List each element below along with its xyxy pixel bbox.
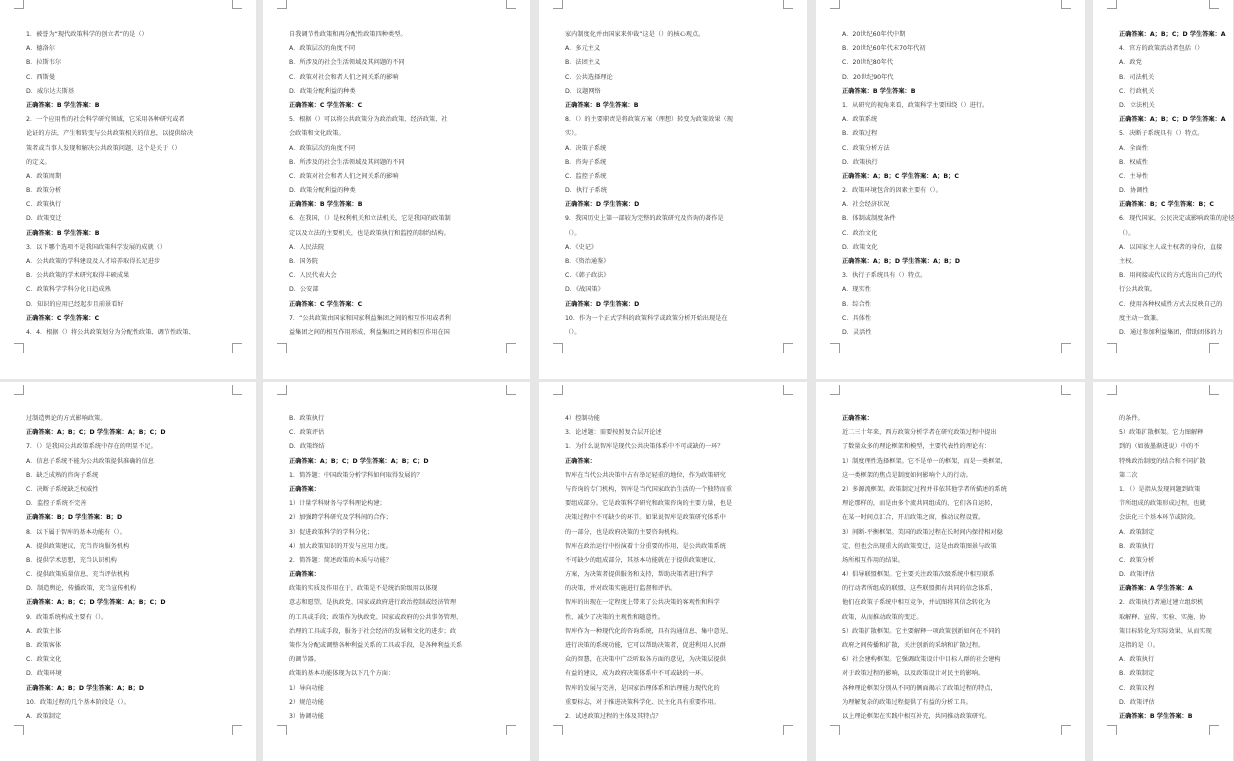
crop-mark-tr [783,0,793,9]
text-line: 3．论述题：需要按照复合层开论述 [565,429,662,437]
text-line: B．国务院 [289,258,318,265]
text-line: 正确答案：B 学生答案：B [26,101,100,109]
text-line: C．政策对社会和者人们之间关系的影响 [289,172,399,180]
crop-mark-bl [830,725,840,735]
text-line: B．政策执行 [289,415,325,422]
text-line: 正确答案：B 学生答案：B [26,229,100,237]
crop-mark-tl [277,385,287,395]
text-line: B．所涉及的社会生活领域及其问题的不同 [289,59,405,67]
text-line: D．政策文化 [842,243,878,251]
text-line: 正确答案：A；B；C；D 学生答案：A [1119,31,1226,38]
crop-mark-bl [14,343,24,353]
text-line: 9．政策系统构成主要有（）。 [26,613,108,621]
text-line: 第二次 [1119,471,1138,479]
text-line: 益集团之间的相互作用形成，利益集团之间的相互作用在国 [289,328,450,336]
text-line: 正确答案：A；B；C；D 学生答案：A；B；C；D [26,429,166,437]
text-line: 正确答案：B 学生答案：B [842,87,916,95]
crop-mark-br [783,725,793,735]
crop-mark-br [232,725,242,735]
crop-mark-bl [14,725,24,735]
text-line: D．灵活性 [842,328,872,336]
text-line: A．《史记》 [565,243,598,251]
text-line: A．政策主体 [26,627,62,635]
text-line: 正确答案：B 学生答案：B [1119,712,1193,720]
crop-mark-tl [553,0,563,9]
text-line: 智库的出现在一定程度上带来了公共决策的客观性和科学 [565,599,720,607]
text-line: D．政策分配利益的种类 [289,187,356,195]
text-line: 10．作为一个正式学科的政策科学或政策分析开始出现是在 [565,314,728,322]
text-line: 过制造舆论的方式影响政策。 [26,415,107,422]
text-line: 这指的是（）。 [1119,642,1160,649]
text-line: 定，但也会出现重大的政策变迁，这是由政策图景与政策 [842,542,997,550]
text-line: 正确答案： [565,457,596,465]
text-line: 理论那样的，而是由多个流共同组成的，它们各自运转， [842,500,997,508]
text-line: 9．我国历史上第一部较为完整的政策研究及咨询的著作是 [565,215,724,223]
crop-mark-bl [1107,725,1117,735]
text-line: 1．从研究的视角来看，政策科学主要围绕（）进行。 [842,101,989,109]
crop-mark-tl [830,385,840,395]
text-line: A．政策执行 [1119,656,1155,664]
text-line: 2．政策执行者通过建立组织机 [1119,599,1204,607]
text-line: A．政策层次的角度不同 [289,45,356,53]
text-line: C．《韩子政法》 [565,272,610,280]
text-line: C．提供政策质量信息，充当评估机构 [26,571,130,579]
text-line: 论证的方法，产生和转变与公共政策相关的信息，以提供给决 [26,130,194,138]
text-line: 性，减少了决策的主观性和随意性。 [565,613,664,621]
text-line: 正确答案：A；B；C；D 学生答案：A [1119,116,1226,124]
crop-mark-br [506,725,516,735]
text-line: 策作为分配或调整各种利益关系的工具或手段，是各种利益关系 [289,642,463,649]
text-line: C．政治文化 [842,229,878,237]
text-line: A．德洛尔 [26,45,55,53]
text-line: A．政策周期 [26,172,62,180]
text-line: A．政策系统 [842,116,878,124]
text-line: 正确答案：B 学生答案：B [565,101,639,109]
text-line: 策者或当事人发现和解决公共政策问题，这个是关于（） [26,144,181,152]
text-line: 有益的建议，成为政府决策体系中不可或缺的一环。 [565,670,708,678]
text-line: 会法化三个基本环节或阶段。 [1119,514,1200,522]
crop-mark-bl [830,343,840,353]
text-line: 的条件。 [1119,415,1144,422]
text-line: C．具体性 [842,314,872,322]
text-line: （）。 [1119,229,1135,237]
text-line: C．监控子系统 [565,172,607,180]
crop-mark-bl [553,343,563,353]
text-line: 10．政策过程的几个基本阶段是（）。 [26,698,130,706]
text-line: D．《战国策》 [565,286,604,294]
text-line: C．政策文化 [26,656,62,664]
text-line: 2）加强跨学科研究及学科间的合作； [289,514,392,522]
text-line: 自我调节性政策和再分配性政策四种类型。 [289,31,407,38]
text-line: C．政策评估 [289,429,325,437]
crop-mark-tr [506,0,516,9]
text-line: 7．“公共政策由国家和国家利益集团之间的相互作用或者利 [289,314,451,322]
text-line: 不可缺少的组成部分，其基本功能就在于提供政策建议、 [565,556,720,564]
text-line: B．拉斯韦尔 [26,59,62,67]
text-line: 决策过程中不可缺少的环节。如果说智库是政策研究体系中 [565,514,726,522]
document-page [539,0,807,379]
crop-mark-br [1209,725,1219,735]
text-line: 近二三十年来，西方政策分析学者在研究政策过程中提出 [842,429,997,437]
text-line: 政策，从而推动政策的变迁。 [842,613,923,621]
text-line: 正确答案：C 学生答案：C [26,314,100,322]
text-line: 在某一时间点汇合，开启政策之窗，推动议程设置。 [842,514,985,522]
text-line: 众的智慧，在决策中广泛听取各方面的意见，为决策层提供 [565,656,726,664]
text-line: 的决策，并对政策实施进行监督和评估。 [565,585,677,593]
text-line: 了数量众多的理论框架和模型，主要代表性的理论有： [842,443,991,451]
text-line: 到的（如彼墨渐进说）中的不 [1119,443,1200,451]
text-line: 1）导向功能 [289,684,324,692]
text-line: 1）制度理性选择框架。它不是单一的框架，而是一类框架， [842,457,1007,465]
crop-mark-br [232,343,242,353]
text-line: 的行动者所组成的联盟，这些联盟拥有共同的信念体系， [842,585,997,593]
text-line: 正确答案：A；B；D 学生答案：A；B；D [842,258,961,265]
text-line: 2．政策环境包含的因素主要有（）。 [842,187,942,195]
document-page [816,0,1085,379]
crop-mark-br [506,343,516,353]
text-line: 对于政策过程的影响，以及政策设计对民主的影响。 [842,670,985,678]
document-page [0,382,256,761]
text-line: 政策的实质及作用在于，政策是不是统治阶级用以体现 [289,585,438,593]
text-line: C．公共选择理论 [565,73,613,81]
crop-mark-tl [277,0,287,9]
text-line: D．协调性 [1119,187,1149,195]
text-line: D．议题网络 [565,87,601,95]
text-line: 2．试述政策过程的主体及其特点？ [565,712,662,720]
text-line: 度主动一致兼。 [1119,314,1163,322]
text-line: 3）间断-平衡框架。美国的政策过程在长时间内保持相对稳 [842,528,1003,536]
document-page [816,382,1085,761]
text-line: 4）倡导联盟框架。它主要关注政策次级系统中相互联系 [842,571,995,579]
text-line: 正确答案：A；B；C；D 学生答案：A；B；C；D [289,457,429,465]
text-line: D．通过参加利益集团，借助团体的力 [1119,328,1223,336]
text-line: 1．（）是指从发现问题到政策 [1119,485,1201,493]
text-line: B．《资治通鉴》 [565,258,610,265]
crop-mark-br [1061,343,1071,353]
crop-mark-bl [277,725,287,735]
document-page [1093,382,1233,761]
text-line: 策目标转化为实际效果，从而实现 [1119,627,1212,635]
text-line: 正确答案：A；B；C 学生答案：A；B；C [842,172,959,180]
crop-mark-tr [783,385,793,395]
crop-mark-tr [1061,385,1071,395]
text-line: D．知识的应用已经起步且前景看好 [26,300,124,308]
text-line: B．公共政策的学术研究取得丰硕成果 [26,272,130,280]
text-line: D．政策终结 [289,443,325,451]
text-line: 家内制度化并由国家来仲裁”这是（）的核心观点。 [565,31,705,38]
text-line: D．政策变迁 [26,215,62,223]
text-line: D．政策环境 [26,670,62,678]
text-line: B．综合性 [842,300,871,308]
text-line: A．政策制定 [1119,528,1155,536]
text-line: B．司法机关 [1119,73,1155,81]
text-line: C．使用各种权威性方式去反映自己的 [1119,300,1223,308]
text-line: B．政策客体 [26,642,62,649]
text-line: B．用间接或代议的方式选出自己的代 [1119,272,1223,280]
crop-mark-bl [553,725,563,735]
text-line: B．提供学术思想，充当认识机构 [26,556,117,564]
text-line: A．以国家主人或主权者的身份，直接 [1119,243,1223,251]
text-line: 正确答案：A；B；D 学生答案：A；B；D [26,684,145,692]
text-line: 8．（）的主要职责是将政策方案（理想）转变为政策效果（现 [565,116,733,124]
crop-mark-tl [553,385,563,395]
text-line: B．法团主义 [565,59,601,67]
text-line: 的一部分，也是政府决策的主要咨询机构。 [565,528,683,536]
text-line: A．多元主义 [565,45,601,53]
text-line: C．主导性 [1119,172,1149,180]
text-line: 2．简答题：简述政策的本质与功能？ [289,556,392,564]
text-line: 正确答案：A；B；C；D 学生答案：A；B；C；D [26,599,166,607]
text-line: 的调节器。 [289,656,320,664]
text-line: 意志和愿望，是执政党、国家或政府进行政治控制或经济管理 [289,599,457,607]
text-line: 节所组成的政策形成过程，也就 [1119,500,1206,508]
text-line: A．信息子系统不能为公共政策提供准确的信息 [26,457,154,465]
text-line: 正确答案：C 学生答案：C [289,300,363,308]
text-line: D．执行子系统 [565,187,607,195]
document-page [539,382,807,761]
text-line: 主权。 [1119,258,1138,265]
text-line: C．政策议程 [1119,684,1155,692]
text-line: A．政策层次的角度不同 [289,144,356,152]
text-line: A．现实性 [842,286,871,294]
text-line: 特殊政治制度的结合和不同扩散 [1119,457,1206,465]
text-line: 智库的发展与完善，是国家治理体系和治理能力现代化的 [565,684,720,692]
text-line: 正确答案：B；D 学生答案：B；D [26,514,123,522]
text-line: 3．以下哪个选项不是我国政策科学发展的成就（） [26,243,167,251]
crop-mark-tr [1209,385,1219,395]
text-line: D．政策评估 [1119,698,1155,706]
text-line: D．立法机关 [1119,101,1155,109]
text-line: C．行政机关 [1119,87,1155,95]
crop-mark-br [1061,725,1071,735]
crop-mark-tr [232,385,242,395]
text-line: 智库在政治运行中扮演着十分重要的作用，是公共政策系统 [565,542,726,550]
text-line: C．20世纪80年代 [842,59,894,67]
text-line: 要组成部分。它是政策科学研究和政策咨询的主要力量，也是 [565,500,733,508]
text-line: 治理的工具或手段，服务于社会经济的发展和文化的进步；政 [289,627,457,635]
text-line: 政策的基本功能体现为以下几个方面： [289,670,395,678]
text-line: C．政策执行 [26,201,62,209]
text-line: B．政策过程 [842,130,878,138]
text-line: A．20世纪60年代中期 [842,31,906,38]
text-line: 2）多源流框架。政策制定过程并非依其他学者所描述的系统 [842,485,1007,493]
text-line: C．政策对社会和者人们之间关系的影响 [289,73,399,81]
text-line: 5）政策扩散框架。它主要解释一项政策创新如何在不同的 [842,627,1001,635]
text-line: 正确答案： [289,571,320,579]
crop-mark-br [1209,343,1219,353]
text-line: 6．在我国，（）是权利机关和立法机关，它是我国的政策制 [289,215,451,223]
text-line: 3）协调功能 [289,712,324,720]
text-line: 智库作为一种现代化的咨询系统，具有沟通信息、集中意见、 [565,627,733,635]
text-line: B．政策分析 [26,187,62,195]
crop-mark-tr [506,385,516,395]
text-line: 各种理论框架分别从不同的侧面揭示了政策过程的特点， [842,684,997,692]
text-line: A．政策制定 [26,712,62,720]
text-line: A．全面性 [1119,144,1148,152]
text-line: 正确答案：D 学生答案：D [565,300,640,308]
text-line: 正确答案：C 学生答案：C [289,101,363,109]
text-line: 6．现代国家，公民决定或影响政策的途径 [1119,215,1234,223]
document-page [1093,0,1233,379]
text-line: （）。 [565,229,581,237]
text-line: 为理解复杂的政策过程提供了有益的分析工具。 [842,698,972,706]
text-line: 1．为什么说智库是现代公共决策体系中不可或缺的一环？ [565,443,724,451]
text-line: 3．执行子系统具有（）特点。 [842,272,927,280]
text-line: B．所涉及的社会生活领域及其问题的不同 [289,158,405,166]
text-line: D．政策分配利益的种类 [289,87,356,95]
text-line: B．政策制定 [1119,670,1155,678]
text-line: 7．（）是我国公共政策系统中存在的明显不足。 [26,443,157,451]
crop-mark-br [783,343,793,353]
text-line: 4．4．根据（）将公共政策划分为分配性政策、调节性政策、 [26,328,195,336]
text-line: 1．简答题：中国政策分析学科如何取得发展的？ [289,471,423,479]
text-line: C．西斯曼 [26,73,56,81]
text-line: 进行决策的系统功能，它可以帮助决策者，促进利用人民群 [565,642,726,649]
text-line: 2）规范功能 [289,698,324,706]
text-line: C．政策分析 [1119,556,1155,564]
text-line: D．威尔达夫斯基 [26,87,75,95]
text-line: 正确答案： [842,415,873,422]
text-line: 的工具或手段；政策作为执政党、国家或政府的公共事务管理、 [289,613,463,621]
crop-mark-bl [1107,343,1117,353]
text-line: 取解释、宣传、实验、实施、协 [1119,613,1206,621]
text-line: 与咨询的专门机构，智库是当代国家政治生活的一个独特而重 [565,485,733,493]
text-line: 正确答案： [289,485,320,493]
document-page [263,0,530,379]
text-line: A．社会经济状况 [842,201,890,209]
text-line: 4）加大政策知识的开发与应用力度。 [289,542,392,550]
text-line: 会政策和文化政策。 [289,130,345,138]
text-line: A．政党 [1119,59,1142,67]
text-line: 正确答案：A 学生答案：A [1119,585,1193,593]
crop-mark-tl [14,385,24,395]
text-line: 方案，为决策者提供服务和支持，帮助决策者进行科学 [565,571,714,579]
crop-mark-tr [1209,0,1219,9]
text-line: D．制造舆论，传播政策，充当宣传机构 [26,585,136,593]
crop-mark-tr [1061,0,1071,9]
text-line: 6）社会建构框架。它强调政策设计中目标人群的社会建构 [842,656,1001,664]
text-line: 行公共政策。 [1119,286,1157,294]
text-line: 定以及立法的主要机关，也是政策执行和监控的制约结构。 [289,229,450,237]
text-line: D．监控子系统不完善 [26,500,87,508]
text-line: 2．一个应用性的社会科学研究领域，它采用各种研究或者 [26,116,185,124]
text-line: 正确答案：B；C 学生答案：B；C [1119,201,1214,209]
text-line: C．决断子系统缺乏权威性 [26,485,99,493]
text-line: B．权威性 [1119,158,1148,166]
crop-mark-tl [830,0,840,9]
crop-mark-tr [232,0,242,9]
text-line: 5．根据（）可以将公共政策分为政治政策、经济政策、社 [289,116,448,124]
text-line: （）。 [565,328,581,336]
text-line: C．政策科学学科分化日趋成熟 [26,286,111,294]
text-line: C．人民代表大会 [289,272,337,280]
text-line: 政府之间传播和扩散，关注创新的采纳和扩散过程。 [842,642,985,649]
text-line: 他们在政策子系统中相互竞争，并试图将其信念转化为 [842,599,991,607]
text-line: A．公共政策的学科建设及人才培养取得长足进步 [26,258,161,265]
crop-mark-tl [14,0,24,9]
text-line: C．政策分析方法 [842,144,890,152]
crop-mark-tl [1107,385,1117,395]
text-line: 以上理论框架在实践中相互补充，共同推动政策研究。 [842,712,991,720]
text-line: 这一类框架的焦点是制度如何影响个人的行动。 [842,471,972,479]
text-line: D．公安部 [289,286,319,294]
document-page [263,382,530,761]
text-line: 4．官方的政策活动者包括（） [1119,45,1204,53]
text-line: 实）。 [565,130,581,138]
text-line: 3）促进政策科学的学科分化； [289,528,374,536]
text-line: A．人民法院 [289,243,325,251]
text-line: A．提供政策建议，充当咨询服务机构 [26,542,130,550]
text-line: 的定义。 [26,158,51,166]
text-line: D．20世纪90年代 [842,73,894,81]
text-line: B．20世纪60年代末70年代初 [842,45,926,53]
text-line: 8．以下属于智库的基本功能有（）。 [26,528,126,536]
text-line: 4）控制功能 [565,415,600,422]
text-line: 正确答案：D 学生答案：D [565,201,640,209]
text-line: B．体制或制度条件 [842,215,896,223]
text-line: B．咨询子系统 [565,158,607,166]
text-line: B．缺乏成熟的咨询子系统 [26,471,99,479]
text-line: 5．决断子系统具有（）特点。 [1119,130,1204,138]
text-line: D．政策评估 [1119,571,1155,579]
text-line: A．决策子系统 [565,144,607,152]
document-page [0,0,256,379]
text-line: 场所相互作用的结果。 [842,556,904,564]
text-line: 重要标志，对于推进决策科学化、民主化具有重要作用。 [565,698,720,706]
crop-mark-tl [1107,0,1117,9]
crop-mark-bl [277,343,287,353]
text-line: D．政策执行 [842,158,878,166]
text-line: 智库在当代公共决策中占有举足轻重的地位，作为政策研究 [565,471,726,479]
text-line: 正确答案：B 学生答案：B [289,201,363,209]
text-line: B．政策执行 [1119,542,1155,550]
text-line: 5）政策扩散框架。它力图解释 [1119,429,1204,437]
text-line: 1．被誉为“现代政策科学的创立者”的是（） [26,31,148,38]
text-line: 1）计量学科财务与学科理论构建； [289,500,386,508]
